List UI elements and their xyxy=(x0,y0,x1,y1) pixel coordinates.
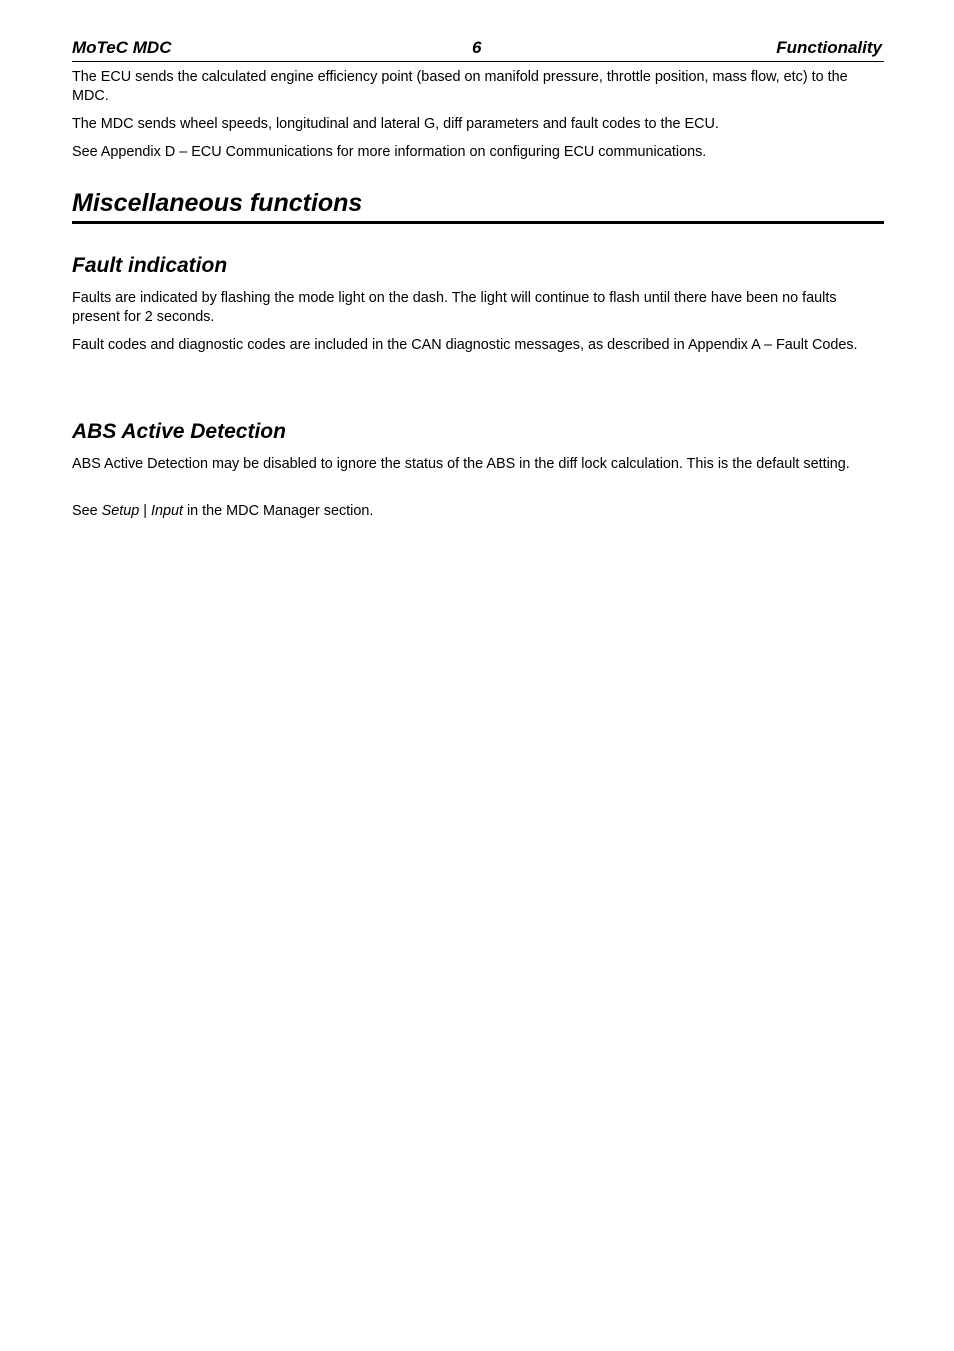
intro-paragraph-mdc-sends: The MDC sends wheel speeds, longitudinal and lateral G, diff parameters and fault codes to the ECU. xyxy=(72,116,719,132)
fault-paragraph-mode-light: Faults are indicated by flashing the mode light on the dash. The light will continue to flash until there have been no faults present for 2 seconds. xyxy=(72,290,837,325)
see-prefix-text: See xyxy=(72,503,102,519)
subheading-fault-indication: Fault indication xyxy=(72,254,228,277)
subheading-abs-active-detection: ABS Active Detection xyxy=(72,420,286,443)
see-suffix-text: in the MDC Manager section. xyxy=(182,503,374,519)
input-menu-reference: Input xyxy=(150,503,183,519)
setup-menu-reference: Setup xyxy=(101,503,140,519)
menu-separator-text: | xyxy=(139,503,151,519)
abs-paragraph-disabled: ABS Active Detection may be disabled to ignore the status of the ABS in the diff lock calculation. This is the default setting. xyxy=(72,456,850,472)
header-chapter-title: Functionality xyxy=(776,38,882,57)
intro-paragraph-ecu-sends: The ECU sends the calculated engine efficiency point (based on manifold pressure, throttle position, mass flow, etc) to the MDC. xyxy=(72,69,848,104)
abs-paragraph-see-setup xyxy=(72,502,884,521)
intro-paragraph-see-appendix: See Appendix D – ECU Communications for more information on configuring ECU communications. xyxy=(72,144,707,160)
section-heading-miscellaneous: Miscellaneous functions xyxy=(72,186,884,224)
header-doc-title: MoTeC MDC xyxy=(72,38,172,57)
fault-paragraph-diagnostic-codes: Fault codes and diagnostic codes are included in the CAN diagnostic messages, as described in Appendix A – Fault Codes. xyxy=(72,337,858,353)
header-page-number: 6 xyxy=(472,38,482,57)
page-header xyxy=(72,37,884,62)
